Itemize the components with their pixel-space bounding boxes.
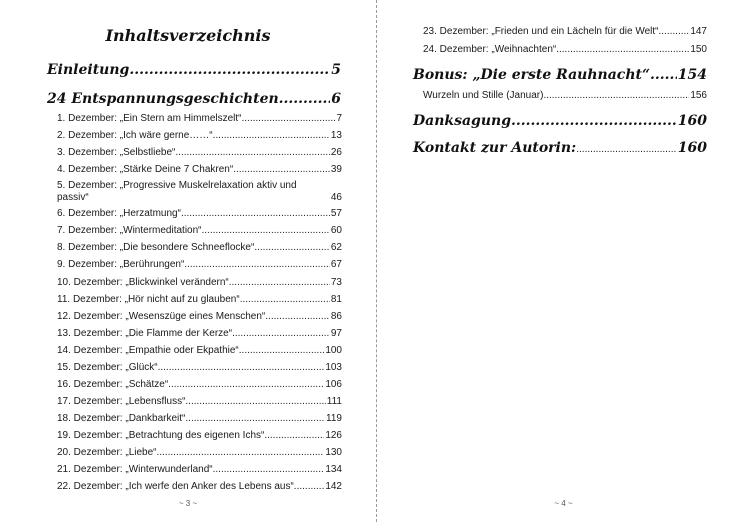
toc-entry[interactable]: 6. Dezember: „Herzatmung“ ..... 57 — [57, 208, 342, 219]
toc-entry[interactable]: 13. Dezember: „Die Flamme der Kerze“ ..... 97 — [57, 328, 342, 339]
toc-title: Inhaltsverzeichnis — [105, 26, 271, 45]
toc-entry[interactable]: 1. Dezember: „Ein Stern am Himmelszelt“ ..... 7 — [57, 113, 342, 124]
toc-entry[interactable]: 15. Dezember: „Glück“ ..... 103 — [57, 362, 342, 373]
toc-section-kontakt[interactable]: Kontakt zur Autorin: ..... 160 — [413, 140, 707, 156]
toc-entry[interactable]: 16. Dezember: „Schätze“ ..... 106 — [57, 379, 342, 390]
toc-entry[interactable]: Wurzeln und Stille (Januar) ..... 156 — [423, 90, 707, 101]
toc-entry[interactable]: 18. Dezember: „Dankbarkeit“ ..... 119 — [57, 413, 342, 424]
toc-entry[interactable]: 4. Dezember: „Stärke Deine 7 Chakren“ ..... 39 — [57, 164, 342, 175]
toc-entry[interactable]: 23. Dezember: „Frieden und ein Lächeln für die Welt“ ..... 147 — [423, 26, 707, 37]
leader-dots — [279, 91, 331, 107]
leader-dots — [576, 144, 677, 155]
page-number: ~ 4 ~ — [554, 499, 573, 508]
toc-entry[interactable]: 20. Dezember: „Liebe“ ..... 130 — [57, 447, 342, 458]
toc-section-bonus[interactable]: Bonus: „Die erste Rauhnacht“ ..... 154 — [413, 67, 707, 83]
toc-entry[interactable]: 9. Dezember: „Berührungen“ ..... 67 — [57, 259, 342, 270]
toc-entry-wrapped[interactable]: 5. Dezember: „Progressive Muskelrelaxation aktiv und passiv“ 46 — [57, 180, 342, 203]
toc-section-danksagung[interactable]: Danksagung ..... 160 — [413, 113, 707, 129]
toc-entry[interactable]: 21. Dezember: „Winterwunderland“ ..... 134 — [57, 464, 342, 475]
leader-dots — [511, 113, 677, 129]
toc-entry[interactable]: 14. Dezember: „Empathie oder Ekpathie“ ..... 100 — [57, 345, 342, 356]
toc-entry[interactable]: 10. Dezember: „Blickwinkel verändern“ ..... 73 — [57, 277, 342, 288]
toc-entry[interactable]: 24. Dezember: „Weihnachten“ ..... 150 — [423, 44, 707, 55]
toc-entry[interactable]: 22. Dezember: „Ich werfe den Anker des Lebens aus“ ..... 142 — [57, 481, 342, 492]
leader-dots — [650, 67, 677, 83]
toc-entry[interactable]: 8. Dezember: „Die besondere Schneeflocke“ ..... 62 — [57, 242, 342, 253]
page-number: ~ 3 ~ — [178, 499, 198, 508]
toc-entry[interactable]: 11. Dezember: „Hör nicht auf zu glauben“ ..... 81 — [57, 294, 342, 305]
toc-entry[interactable]: 2. Dezember: „Ich wäre gerne……“ ..... 13 — [57, 130, 342, 141]
toc-entry[interactable]: 7. Dezember: „Wintermeditation“ ..... 60 — [57, 225, 342, 236]
toc-entry[interactable]: 17. Dezember: „Lebensfluss“ ..... 111 — [57, 396, 342, 407]
toc-entry[interactable]: 19. Dezember: „Betrachtung des eigenen Ichs“ ..... 126 — [57, 430, 342, 441]
leader-dots — [129, 62, 330, 78]
toc-section-einleitung[interactable]: Einleitung ..... 5 — [47, 62, 341, 78]
toc-section-geschichten[interactable]: 24 Entspannungsgeschichten ..... 6 — [47, 91, 341, 107]
right-page — [377, 0, 750, 522]
toc-entry[interactable]: 3. Dezember: „Selbstliebe“ ..... 26 — [57, 147, 342, 158]
toc-entry[interactable]: 12. Dezember: „Wesenszüge eines Menschen“ ..... 86 — [57, 311, 342, 322]
